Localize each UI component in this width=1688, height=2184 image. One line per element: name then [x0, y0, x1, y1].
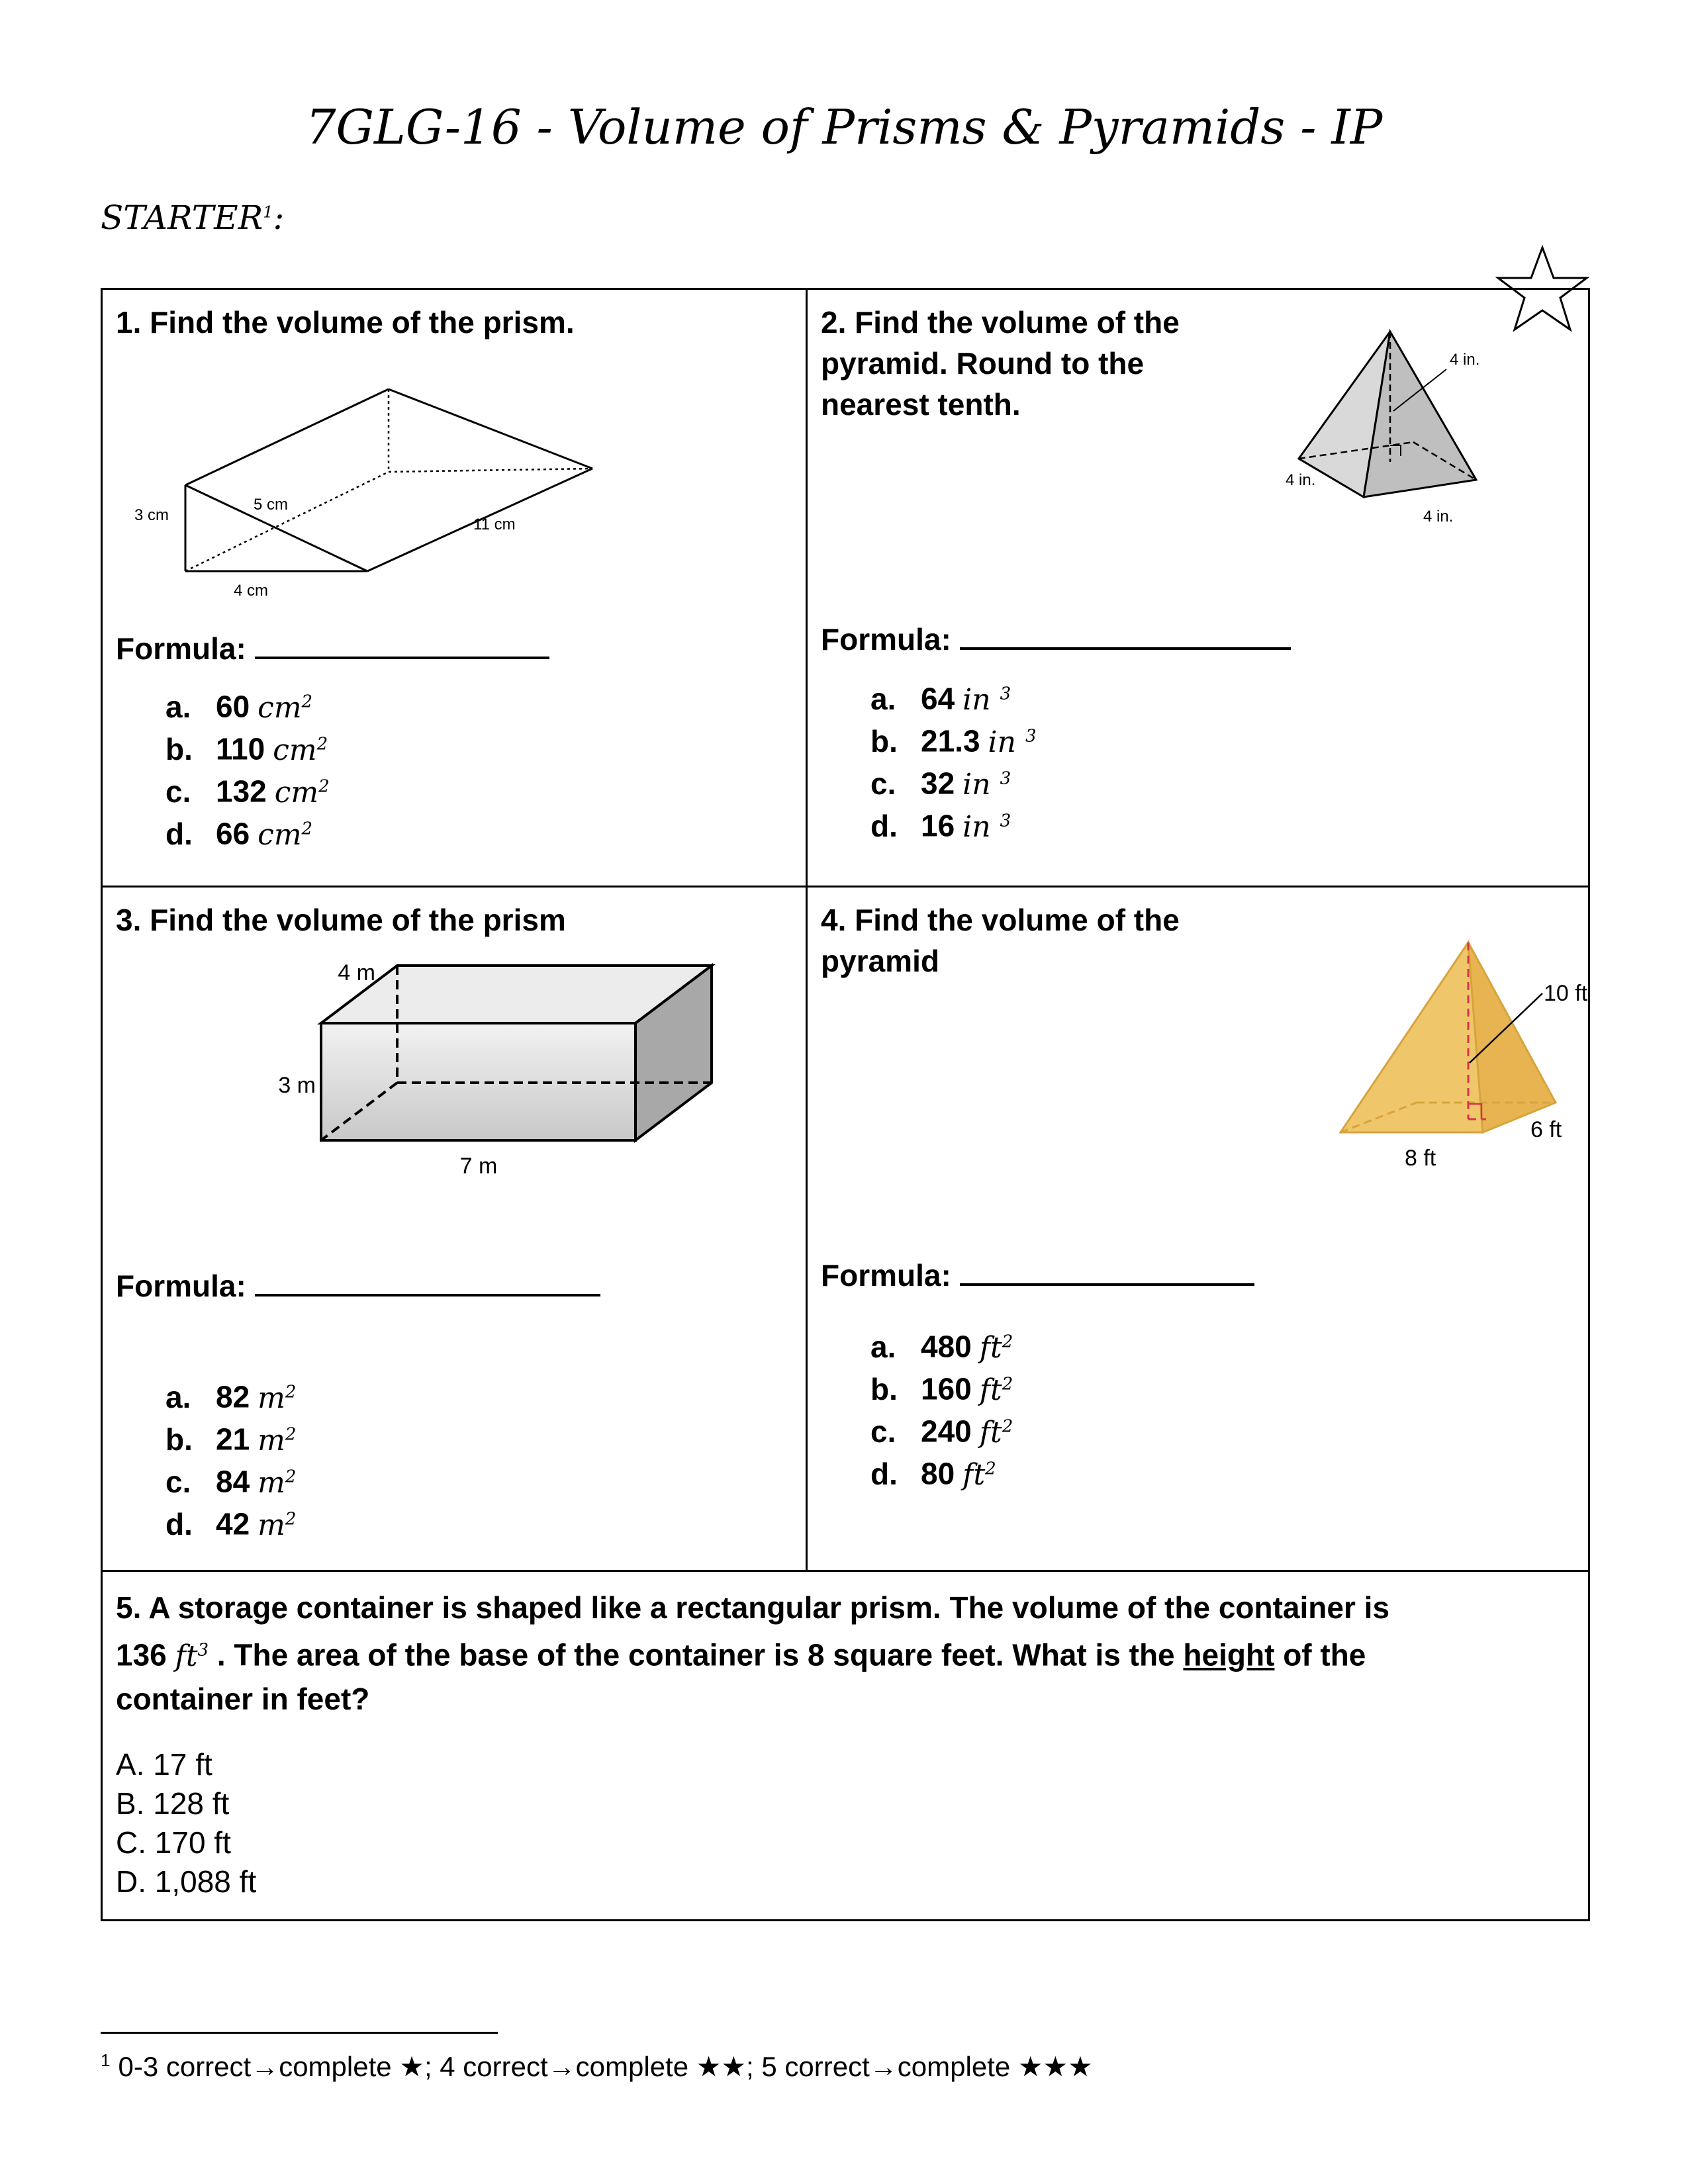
choice-unit [980, 1416, 1013, 1449]
choice-value: 21.3 [921, 723, 980, 758]
unit-text: ft [979, 1330, 1002, 1365]
choice-value: 110 [216, 731, 265, 766]
choice-letter: b. [870, 1371, 898, 1406]
formula-label: Formula: [821, 622, 951, 657]
starter-label: STARTER [101, 199, 263, 237]
choices-list [165, 680, 330, 850]
unit-text: m [258, 1423, 285, 1457]
label-4in-right: 4 in. [1423, 508, 1454, 525]
answer-d[interactable]: D. 1,088 ft [116, 1864, 257, 1899]
label-10ft: 10 ft [1544, 981, 1588, 1006]
unit-exponent: 2 [285, 1509, 297, 1529]
formula-line [821, 1255, 1254, 1293]
unit-exponent: 2 [301, 692, 313, 711]
prompt-text: . The area of the base of the container is 8 square feet. What is the [216, 1637, 1175, 1672]
label-7m: 7 m [459, 1154, 498, 1179]
prompt-text: of the [1283, 1637, 1366, 1672]
choice-unit [258, 1381, 296, 1415]
unit-exponent: 3 [1025, 726, 1037, 746]
choice-letter: b. [165, 1422, 193, 1457]
question-4-cell [808, 887, 1589, 1570]
label-5cm: 5 cm [254, 496, 289, 514]
choice-unit [258, 691, 312, 725]
formula-line [821, 619, 1291, 657]
unit-text: cm [258, 817, 302, 852]
volume-value: 136 [116, 1637, 167, 1672]
square-pyramid-figure [1284, 326, 1575, 538]
choice-value: 84 [216, 1464, 250, 1499]
formula-line [116, 629, 549, 666]
unit-text: m [258, 1508, 285, 1542]
question-3-prompt: 3. Find the volume of the prism [116, 903, 566, 937]
choice-value: 480 [921, 1329, 972, 1364]
question-2-prompt [821, 302, 1180, 425]
formula-blank[interactable] [255, 1266, 600, 1297]
choice-unit [962, 683, 1011, 717]
underlined-word: height [1183, 1637, 1275, 1672]
choice-value: 66 [216, 816, 250, 851]
choice-value: 82 [216, 1379, 250, 1414]
prompt-line: 2. Find the volume of the [821, 305, 1180, 340]
choice-value: 32 [921, 766, 955, 801]
question-4-prompt [821, 899, 1180, 981]
question-5-prompt [116, 1586, 1572, 1720]
question-3-cell [103, 887, 806, 1570]
prompt-line: 4. Find the volume of the [821, 903, 1180, 937]
choice-letter: d. [165, 1506, 193, 1541]
choice-letter: d. [870, 808, 898, 843]
question-1-prompt: 1. Find the volume of the prism. [116, 305, 575, 340]
choice-letter: c. [870, 1414, 896, 1449]
starter-colon: : [273, 199, 285, 237]
choice-c[interactable] [165, 1455, 296, 1498]
choice-value: 21 [216, 1422, 250, 1457]
choice-unit [258, 1424, 296, 1457]
unit-exponent: 2 [985, 1459, 996, 1479]
choice-unit [258, 818, 312, 852]
unit-text: cm [258, 690, 302, 725]
label-4cm: 4 cm [234, 582, 269, 600]
choice-b[interactable] [870, 1363, 1013, 1405]
choice-letter: a. [165, 1379, 191, 1414]
footnote-text: 0-3 correct→complete ★; 4 correct→complete ★★; 5 correct→complete ★★★ [118, 2051, 1093, 2082]
label-6ft: 6 ft [1530, 1117, 1562, 1142]
choice-a[interactable] [870, 1320, 1013, 1363]
choice-c[interactable] [870, 757, 1037, 799]
answer-a[interactable]: A. 17 ft [116, 1747, 212, 1782]
unit-exponent: 2 [285, 1382, 297, 1402]
page-title: 7GLG-16 - Volume of Prisms & Pyramids - IP [305, 99, 1383, 155]
choices-list [870, 672, 1037, 842]
prompt-line: pyramid [821, 944, 939, 978]
unit-text: in [988, 725, 1016, 759]
answer-c[interactable]: C. 170 ft [116, 1825, 231, 1860]
footnote-reference[interactable]: 1 [263, 203, 273, 222]
unit-text: m [258, 1381, 285, 1415]
choice-b[interactable] [870, 715, 1037, 757]
choice-unit [962, 1458, 996, 1492]
volume-unit [175, 1639, 209, 1673]
choice-a[interactable] [165, 1371, 296, 1413]
unit-exponent: 2 [318, 776, 330, 796]
choice-unit [980, 1331, 1013, 1365]
choice-unit [962, 768, 1011, 801]
formula-blank[interactable] [960, 619, 1291, 650]
unit-exponent: 3 [1000, 768, 1011, 788]
formula-line [116, 1266, 600, 1304]
rectangular-pyramid-figure [1337, 937, 1615, 1215]
formula-blank[interactable] [255, 629, 549, 659]
choice-d[interactable] [165, 807, 330, 850]
choice-c[interactable] [165, 765, 330, 807]
choice-d[interactable] [165, 1498, 296, 1540]
unit-exponent: 2 [1002, 1332, 1013, 1351]
unit-exponent: 3 [1000, 811, 1011, 831]
unit-text: m [258, 1465, 285, 1500]
unit-exponent: 2 [1002, 1374, 1013, 1394]
choice-unit [258, 1466, 296, 1500]
prompt-line: 5. A storage container is shaped like a rectangular prism. The volume of the container is [116, 1590, 1390, 1625]
choice-letter: c. [165, 1464, 191, 1499]
label-4m: 4 m [338, 960, 375, 985]
choice-letter: a. [870, 681, 896, 716]
unit-text: ft [175, 1639, 198, 1673]
unit-exponent: 3 [1000, 684, 1011, 704]
unit-text: cm [273, 733, 317, 767]
formula-blank[interactable] [960, 1255, 1254, 1286]
rectangular-prism-figure [278, 960, 738, 1179]
prompt-line: container in feet? [116, 1681, 370, 1716]
choice-letter: c. [870, 766, 896, 801]
choice-unit [275, 776, 330, 809]
unit-text: cm [274, 775, 319, 809]
answers-list [116, 1745, 256, 1901]
label-8ft: 8 ft [1405, 1146, 1436, 1171]
unit-exponent: 2 [1002, 1416, 1013, 1436]
label-4in-height: 4 in. [1450, 351, 1480, 369]
unit-text: ft [979, 1415, 1002, 1449]
label-11cm: 11 cm [473, 516, 516, 533]
choice-value: 16 [921, 808, 955, 843]
unit-exponent: 2 [301, 819, 313, 839]
choice-letter: b. [870, 723, 898, 758]
choice-letter: c. [165, 774, 191, 809]
prompt-line: pyramid. Round to the [821, 346, 1145, 381]
choice-d[interactable] [870, 1447, 1013, 1490]
choice-d[interactable] [870, 799, 1037, 842]
footnote [101, 2050, 1093, 2083]
answer-b[interactable]: B. 128 ft [116, 1786, 230, 1821]
choice-value: 60 [216, 689, 250, 724]
choice-letter: d. [165, 816, 193, 851]
unit-exponent: 2 [285, 1424, 297, 1444]
choices-list [870, 1320, 1013, 1490]
label-3m: 3 m [278, 1073, 316, 1098]
choice-value: 42 [216, 1506, 250, 1541]
choice-letter: b. [165, 731, 193, 766]
choice-b[interactable] [165, 1413, 296, 1455]
choice-unit [980, 1373, 1013, 1407]
question-2-cell [808, 290, 1589, 886]
choice-value: 132 [216, 774, 267, 809]
choice-letter: a. [870, 1329, 896, 1364]
footnote-separator [101, 2032, 498, 2034]
question-grid [101, 288, 1590, 1921]
choice-a[interactable] [870, 672, 1037, 715]
formula-label: Formula: [116, 631, 246, 666]
choice-letter: d. [870, 1456, 898, 1491]
unit-exponent: 2 [285, 1467, 297, 1486]
unit-text: in [962, 682, 991, 717]
choice-value: 64 [921, 681, 955, 716]
unit-text: ft [962, 1457, 986, 1492]
choice-unit [258, 1508, 296, 1542]
formula-label: Formula: [116, 1269, 246, 1303]
choice-unit [988, 725, 1037, 759]
label-3cm: 3 cm [134, 506, 169, 524]
label-4in-left: 4 in. [1286, 471, 1316, 489]
formula-label: Formula: [821, 1258, 951, 1293]
choice-value: 80 [921, 1456, 955, 1491]
unit-exponent: 2 [316, 734, 328, 754]
unit-text: in [962, 809, 991, 844]
question-1-cell [103, 290, 806, 886]
choice-value: 240 [921, 1414, 972, 1449]
triangular-prism-figure [103, 356, 698, 600]
starter-heading [101, 199, 284, 237]
prompt-line: nearest tenth. [821, 387, 1021, 422]
choices-list [165, 1371, 296, 1540]
choice-unit [962, 810, 1011, 844]
choice-c[interactable] [870, 1405, 1013, 1447]
choice-b[interactable] [165, 723, 330, 765]
question-5-cell [103, 1572, 1588, 1919]
choice-unit [273, 733, 328, 767]
unit-text: ft [979, 1373, 1002, 1407]
prompt-line [116, 1629, 1572, 1678]
unit-text: in [962, 767, 991, 801]
choice-letter: a. [165, 689, 191, 724]
choice-value: 160 [921, 1371, 972, 1406]
footnote-mark: 1 [101, 2050, 111, 2070]
choice-a[interactable] [165, 680, 330, 723]
unit-exponent: 3 [197, 1640, 209, 1660]
